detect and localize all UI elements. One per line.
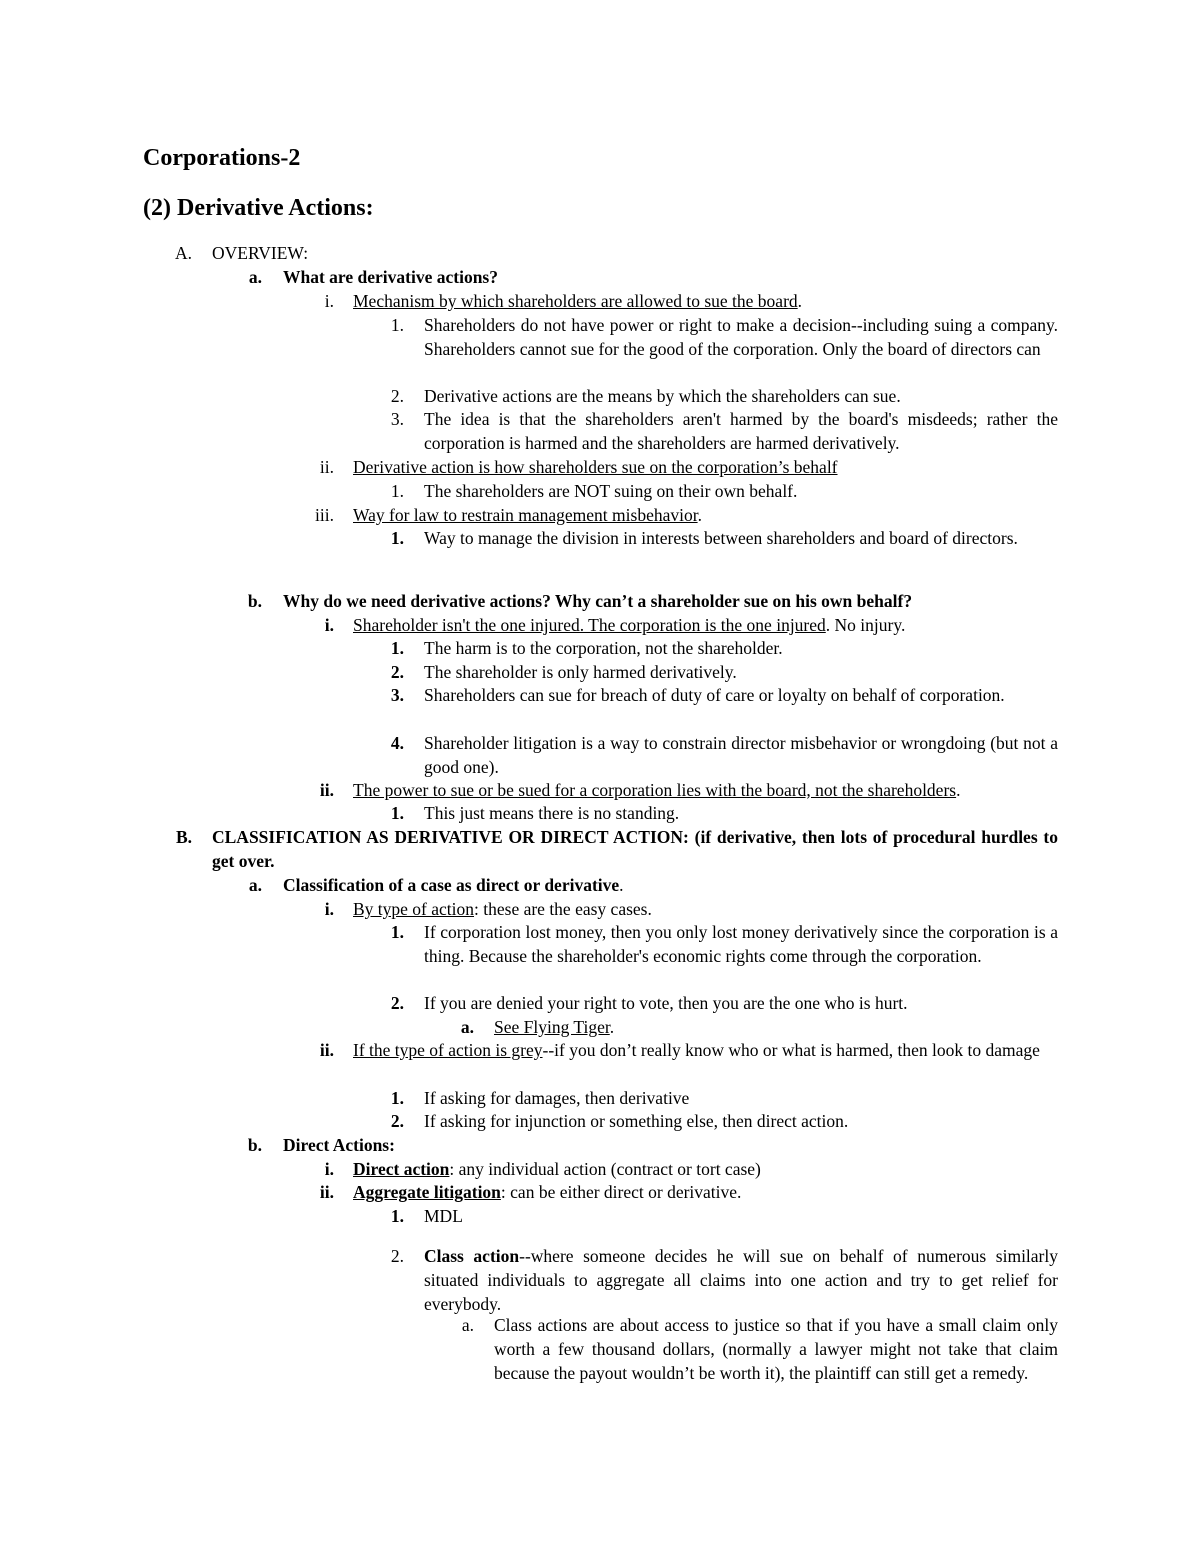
list-marker: i. (324, 615, 334, 635)
subheading-why-derivative-actions: Why do we need derivative actions? Why can’t a shareholder sue on his own behalf? (283, 591, 913, 611)
list-item: Class actions are about access to justice so that if you have a small claim only worth a few thousand dollars, (normally a lawyer might not take that claim because the payout wouldn’t be worth it), the plaintiff can still get a remedy. (494, 1315, 1058, 1383)
list-item: Shareholders can sue for breach of duty of care or loyalty on behalf of corporation. (424, 685, 1005, 705)
list-marker: iii. (315, 505, 334, 525)
list-marker: 3. (390, 409, 404, 429)
list-item: If you are denied your right to vote, then you are the one who is hurt. (424, 993, 908, 1013)
list-marker: i. (324, 1159, 334, 1179)
list-marker: i. (324, 899, 334, 919)
list-item: The shareholders are NOT suing on their own behalf. (424, 481, 798, 501)
list-marker: a. (461, 1315, 474, 1335)
list-item: The shareholder is only harmed derivatively. (424, 662, 737, 682)
list-item: Direct action: any individual action (contract or tort case) (353, 1159, 761, 1179)
section-title: (2) Derivative Actions: (143, 195, 374, 221)
list-marker: 2. (390, 386, 404, 406)
list-marker: 1. (390, 481, 404, 501)
list-item: If asking for damages, then derivative (424, 1088, 690, 1108)
list-marker: b. (247, 591, 262, 611)
list-marker: ii. (319, 780, 334, 800)
list-marker: 2. (390, 662, 404, 682)
list-marker: a. (248, 267, 262, 287)
list-marker: 2. (390, 993, 404, 1013)
list-marker: 4. (390, 733, 404, 753)
list-marker: ii. (319, 1040, 334, 1060)
list-item: The power to sue or be sued for a corporation lies with the board, not the shareholders. (353, 780, 961, 800)
list-marker: b. (247, 1135, 262, 1155)
list-item: Shareholder isn't the one injured. The corporation is the one injured. No injury. (353, 615, 906, 635)
document-title: Corporations-2 (143, 145, 301, 171)
list-item: The harm is to the corporation, not the shareholder. (424, 638, 783, 658)
list-item: By type of action: these are the easy cases. (353, 899, 652, 919)
subheading-direct-actions: Direct Actions: (283, 1135, 395, 1155)
list-marker: 1. (390, 638, 404, 658)
list-marker: i. (324, 291, 334, 311)
list-marker: 1. (390, 1206, 404, 1226)
list-marker: 1. (390, 528, 404, 548)
list-marker: 2. (390, 1246, 404, 1266)
list-item: Class action--where someone decides he will sue on behalf of numerous similarly situated individuals to aggregate all claims into one action and try to get relief for everybody. (424, 1246, 1058, 1314)
list-item: Derivative actions are the means by which the shareholders can sue. (424, 386, 901, 406)
list-item: The idea is that the shareholders aren't harmed by the board's misdeeds; rather the corporation is harmed and the shareholders are harmed derivatively. (424, 409, 1058, 453)
list-item: Way for law to restrain management misbehavior. (353, 505, 702, 525)
list-marker: 2. (390, 1111, 404, 1131)
list-item: Shareholders do not have power or right to make a decision--including suing a company. Shareholders cannot sue for the good of the corporation. Only the board of directors can (424, 315, 1058, 359)
list-marker: ii. (319, 457, 334, 477)
list-marker: 1. (390, 803, 404, 823)
list-item: If asking for injunction or something else, then direct action. (424, 1111, 849, 1131)
heading-classification: CLASSIFICATION AS DERIVATIVE OR DIRECT ACTION: (if derivative, then lots of procedural hurdles to get over. (212, 827, 1058, 871)
list-marker: A. (174, 243, 192, 263)
heading-overview: OVERVIEW: (212, 243, 309, 263)
list-item: Shareholder litigation is a way to constrain director misbehavior or wrongdoing (but not a good one). (424, 733, 1058, 777)
list-item: Way to manage the division in interests between shareholders and board of directors. (424, 528, 1018, 548)
list-marker: ii. (319, 1182, 334, 1202)
subheading-classification-of-case: Classification of a case as direct or derivative. (283, 875, 624, 895)
list-marker: 3. (390, 685, 404, 705)
list-item: MDL (424, 1206, 463, 1226)
list-marker: a. (460, 1017, 474, 1037)
list-item: Mechanism by which shareholders are allowed to sue the board. (353, 291, 803, 311)
subheading-what-are-derivative-actions: What are derivative actions? (283, 267, 498, 287)
list-marker: B. (175, 827, 192, 847)
list-item: See Flying Tiger. (494, 1017, 615, 1037)
list-marker: 1. (390, 922, 404, 942)
list-item: If corporation lost money, then you only lost money derivatively since the corporation is a thing. Because the shareholder's economic rights come through the corporation. (424, 922, 1058, 966)
list-item: Derivative action is how shareholders sue on the corporation’s behalf (353, 457, 838, 477)
list-marker: 1. (390, 315, 404, 335)
list-marker: 1. (390, 1088, 404, 1108)
list-item: This just means there is no standing. (424, 803, 680, 823)
list-marker: a. (248, 875, 262, 895)
list-item: If the type of action is grey--if you don’t really know who or what is harmed, then look to damage (353, 1040, 1040, 1060)
list-item: Aggregate litigation: can be either direct or derivative. (353, 1182, 742, 1202)
